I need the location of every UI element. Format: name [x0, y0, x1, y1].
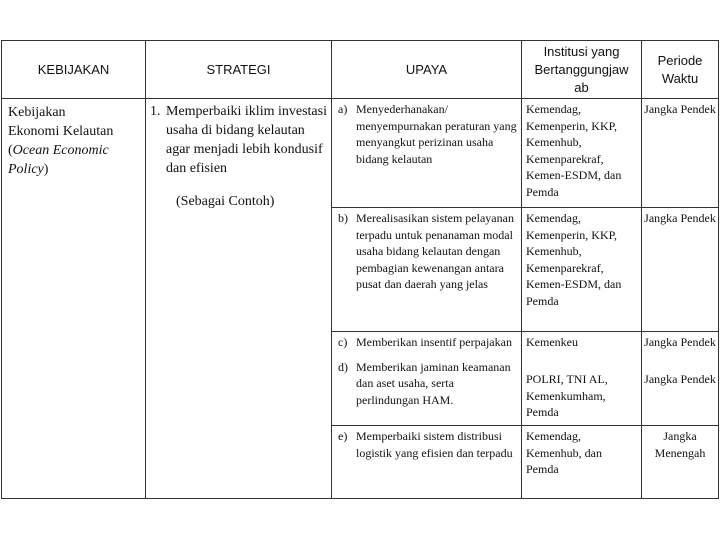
strategi-number: 1.: [150, 104, 161, 119]
upaya-item: [332, 208, 521, 297]
institusi-cell: [522, 332, 642, 426]
header-institusi: Institusi yang Bertanggungjaw ab: [522, 41, 642, 99]
strategi-contoh: (Sebagai Contoh): [176, 194, 275, 209]
header-strategi: STRATEGI: [146, 41, 332, 99]
upaya-text: Memberikan jaminan keamanan dan aset usaha, serta perlindungan HAM.: [356, 359, 511, 407]
upaya-cell: [332, 208, 522, 332]
table-row: [2, 99, 719, 208]
upaya-label: a): [338, 102, 348, 116]
upaya-cell: [332, 99, 522, 208]
periode-cell: [642, 332, 719, 426]
upaya-label: b): [338, 211, 348, 225]
upaya-label: e): [338, 429, 348, 443]
upaya-cell: [332, 426, 522, 499]
kebijakan-line: Kebijakan: [8, 105, 66, 120]
header-kebijakan: KEBIJAKAN: [2, 41, 146, 99]
kebijakan-cell: [2, 99, 146, 499]
header-periode: Periode Waktu: [642, 41, 719, 99]
header-row: [2, 41, 719, 99]
institusi-cell: Kemendag, Kemenhub, dan Pemda: [522, 426, 642, 499]
upaya-cell: [332, 332, 522, 426]
kebijakan-line: (Ocean Economic: [8, 143, 109, 158]
upaya-text: Merealisasikan sistem pelayanan terpadu untuk penanaman modal usaha bidang kelautan dengan pembagian kewenangan antara pusat dan daerah yang jelas: [356, 211, 514, 291]
periode-cell: Jangka Pendek: [642, 99, 719, 208]
strategi-text: Memperbaiki iklim investasi usaha di bidang kelautan agar menjadi lebih kondusif dan efisien: [166, 104, 327, 176]
periode-cell: Jangka Pendek: [642, 208, 719, 332]
periode-text: Jangka Pendek: [644, 372, 716, 386]
upaya-item: [332, 426, 521, 465]
upaya-text: Menyederhanakan/ menyempurnakan peraturan yang menyangkut perizinan usaha bidang kelautan: [356, 102, 517, 166]
periode-cell: Jangka Menengah: [642, 426, 719, 499]
upaya-label: c): [338, 335, 348, 349]
upaya-item: [332, 99, 521, 171]
upaya-label: d): [338, 359, 348, 374]
kebijakan-line: Policy): [8, 162, 49, 177]
institusi-text: Kemenkeu: [526, 335, 578, 349]
policy-table: [1, 40, 719, 499]
institusi-text: POLRI, TNI AL, Kemenkumham, Pemda: [526, 372, 608, 419]
header-upaya: UPAYA: [332, 41, 522, 99]
institusi-cell: Kemendag, Kemenperin, KKP, Kemenhub, Kemenparekraf, Kemen-ESDM, dan Pemda: [522, 208, 642, 332]
periode-text: Jangka Pendek: [644, 335, 716, 349]
upaya-item: [332, 355, 521, 413]
upaya-item: [332, 332, 521, 355]
upaya-text: Memberikan insentif perpajakan: [356, 335, 512, 349]
strategi-cell: [146, 99, 332, 499]
kebijakan-line: Ekonomi Kelautan: [8, 124, 114, 139]
strategi-item: [150, 102, 327, 178]
upaya-text: Memperbaiki sistem distribusi logistik yang efisien dan terpadu: [356, 429, 513, 460]
institusi-cell: Kemendag, Kemenperin, KKP, Kemenhub, Kemenparekraf, Kemen-ESDM, dan Pemda: [522, 99, 642, 208]
